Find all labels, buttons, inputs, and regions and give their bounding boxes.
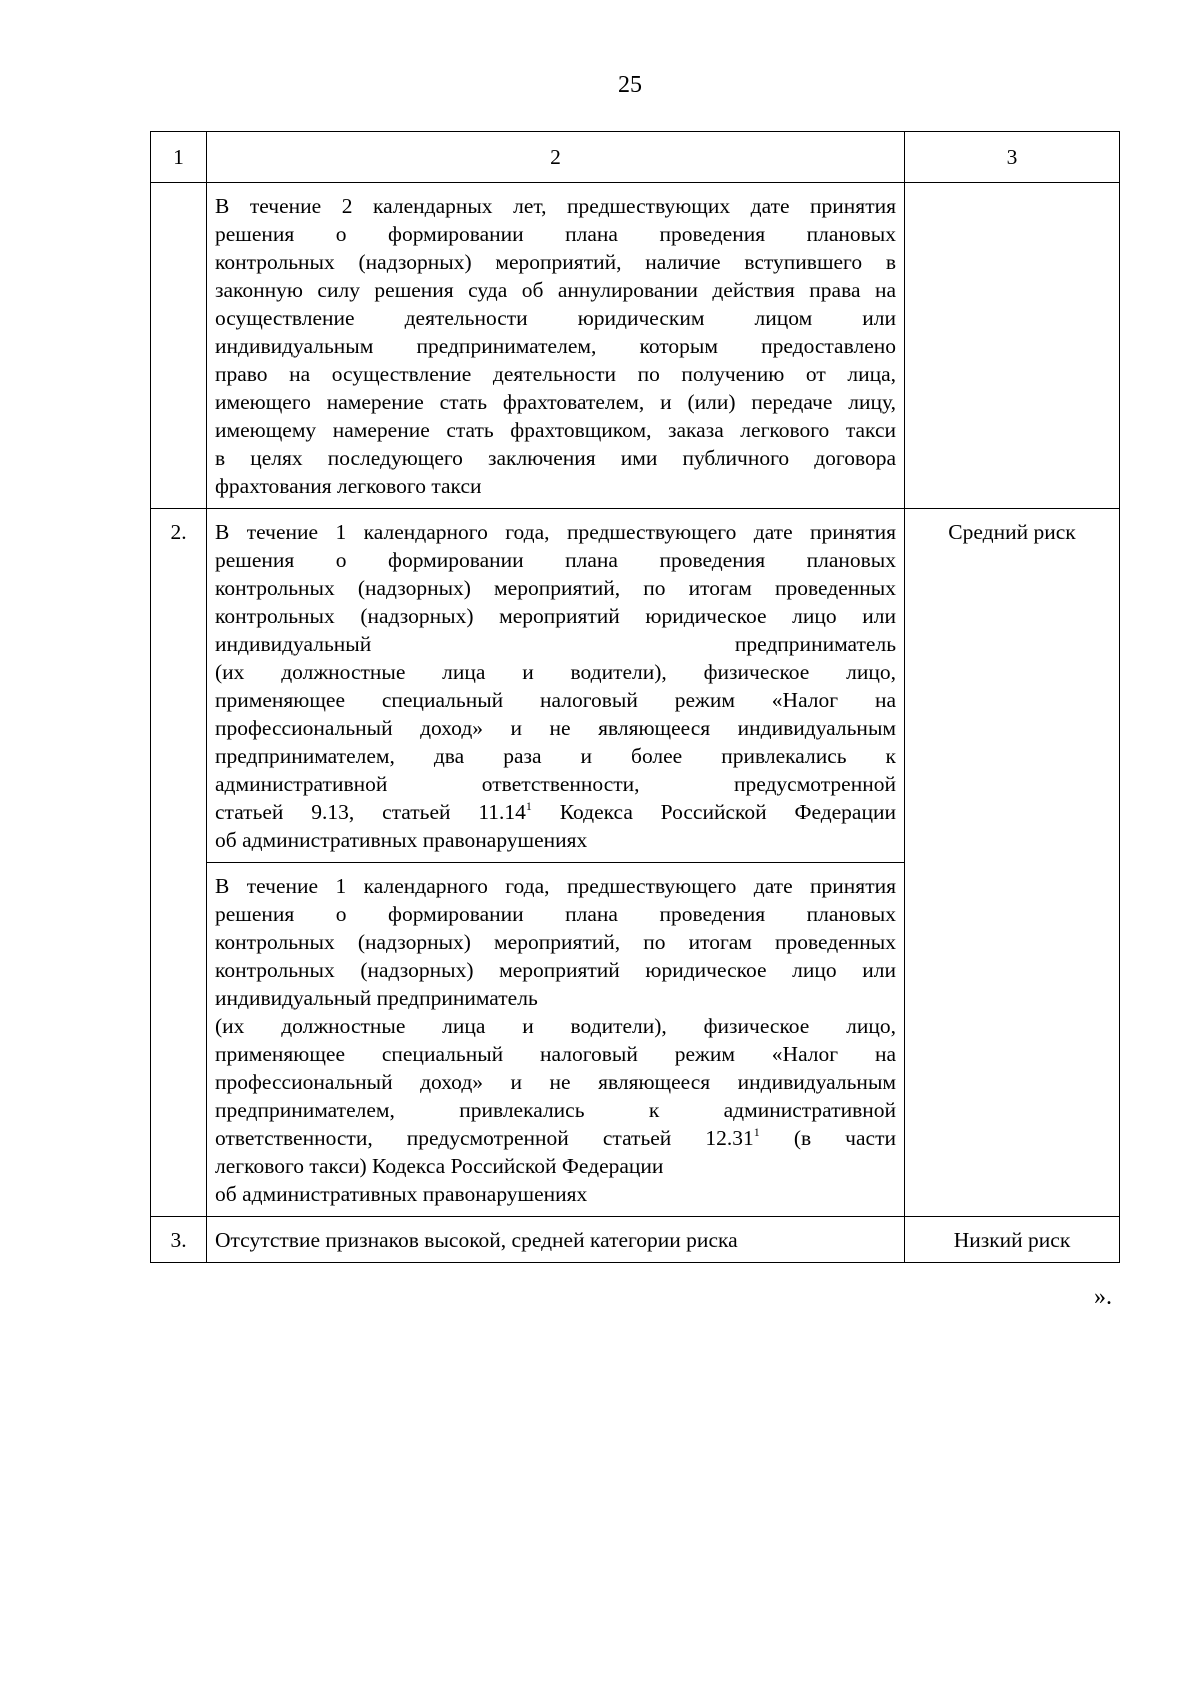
column-header-3: 3 xyxy=(905,132,1120,183)
criterion-medium-risk-b xyxy=(207,863,905,1217)
table-header-row xyxy=(151,132,1120,183)
table-row-medium-risk-a xyxy=(151,509,1120,863)
text-line: В течение 1 календарного года, предшествующего дате принятия xyxy=(215,874,896,898)
text-line: контрольных (надзорных) мероприятий, по итогам проведенных xyxy=(215,930,896,954)
text-line: об административных правонарушениях xyxy=(215,1182,588,1206)
text-line: профессиональный доход» и не являющееся индивидуальным xyxy=(215,1070,896,1094)
table-row-low-risk xyxy=(151,1217,1120,1263)
text-fragment: ответственности, предусмотренной статьей 12.31 xyxy=(215,1126,754,1150)
criterion-low-risk xyxy=(207,1217,905,1263)
text-line: профессиональный доход» и не являющееся индивидуальным xyxy=(215,716,896,740)
risk-category-empty xyxy=(905,183,1120,509)
text-line: (их должностные лица и водители), физическое лицо, xyxy=(215,1014,896,1038)
column-header-1: 1 xyxy=(151,132,207,183)
text-line: фрахтования легкового такси xyxy=(215,474,482,498)
text-line: индивидуальным предпринимателем, которым предоставлено xyxy=(215,334,896,358)
text-line: (их должностные лица и водители), физическое лицо, xyxy=(215,660,896,684)
text-line: право на осуществление деятельности по получению от лица, xyxy=(215,362,896,386)
table-row-continuation xyxy=(151,183,1120,509)
text-fragment: статьей 9.13, статьей 11.14 xyxy=(215,800,526,824)
text-line: контрольных (надзорных) мероприятий юридическое лицо или xyxy=(215,958,896,982)
text-line: предпринимателем, привлекались к административной xyxy=(215,1098,896,1122)
text-line: решения о формировании плана проведения плановых xyxy=(215,548,896,572)
closing-quote: ». xyxy=(1094,1284,1112,1310)
text-line: решения о формировании плана проведения плановых xyxy=(215,902,896,926)
text-line: административной ответственности, предусмотренной xyxy=(215,772,896,796)
text-fragment: Кодекса Российской Федерации xyxy=(531,800,896,824)
row-number: 2. xyxy=(151,509,207,1217)
text-line: об административных правонарушениях xyxy=(215,828,588,852)
criterion-annulment xyxy=(207,183,905,509)
risk-category-low: Низкий риск xyxy=(905,1217,1120,1263)
risk-category-medium: Средний риск xyxy=(905,509,1120,1217)
text-line: имеющему намерение стать фрахтовщиком, заказа легкового такси xyxy=(215,418,896,442)
text-line: Отсутствие признаков высокой, средней категории риска xyxy=(215,1228,738,1252)
superscript: 1 xyxy=(753,1125,760,1139)
risk-criteria-table xyxy=(150,131,1120,1263)
text-line: решения о формировании плана проведения плановых xyxy=(215,222,896,246)
text-line: индивидуальный предприниматель xyxy=(215,986,538,1010)
text-line: контрольных (надзорных) мероприятий, по итогам проведенных xyxy=(215,576,896,600)
text-line: имеющего намерение стать фрахтователем, и (или) передаче лицу, xyxy=(215,390,896,414)
criterion-medium-risk-a xyxy=(207,509,905,863)
text-line: законную силу решения суда об аннулировании действия права на xyxy=(215,278,896,302)
text-line: В течение 1 календарного года, предшествующего дате принятия xyxy=(215,520,896,544)
text-line: предпринимателем, два раза и более привлекались к xyxy=(215,744,896,768)
superscript: 1 xyxy=(525,799,532,813)
row-number: 3. xyxy=(151,1217,207,1263)
text-line: в целях последующего заключения ими публичного договора xyxy=(215,446,896,470)
text-line: применяющее специальный налоговый режим «Налог на xyxy=(215,1042,896,1066)
row-number-empty xyxy=(151,183,207,509)
text-line: индивидуальный предприниматель xyxy=(215,632,896,656)
text-line: легкового такси) Кодекса Российской Федерации xyxy=(215,1154,664,1178)
page-number: 25 xyxy=(618,72,642,98)
text-line: осуществление деятельности юридическим лицом или xyxy=(215,306,896,330)
text-line xyxy=(215,798,896,826)
text-line xyxy=(215,1124,896,1152)
text-line: В течение 2 календарных лет, предшествующих дате принятия xyxy=(215,194,896,218)
text-line: контрольных (надзорных) мероприятий юридическое лицо или xyxy=(215,604,896,628)
text-line: контрольных (надзорных) мероприятий, наличие вступившего в xyxy=(215,250,896,274)
column-header-2: 2 xyxy=(207,132,905,183)
text-line: применяющее специальный налоговый режим «Налог на xyxy=(215,688,896,712)
text-fragment: (в части xyxy=(759,1126,896,1150)
